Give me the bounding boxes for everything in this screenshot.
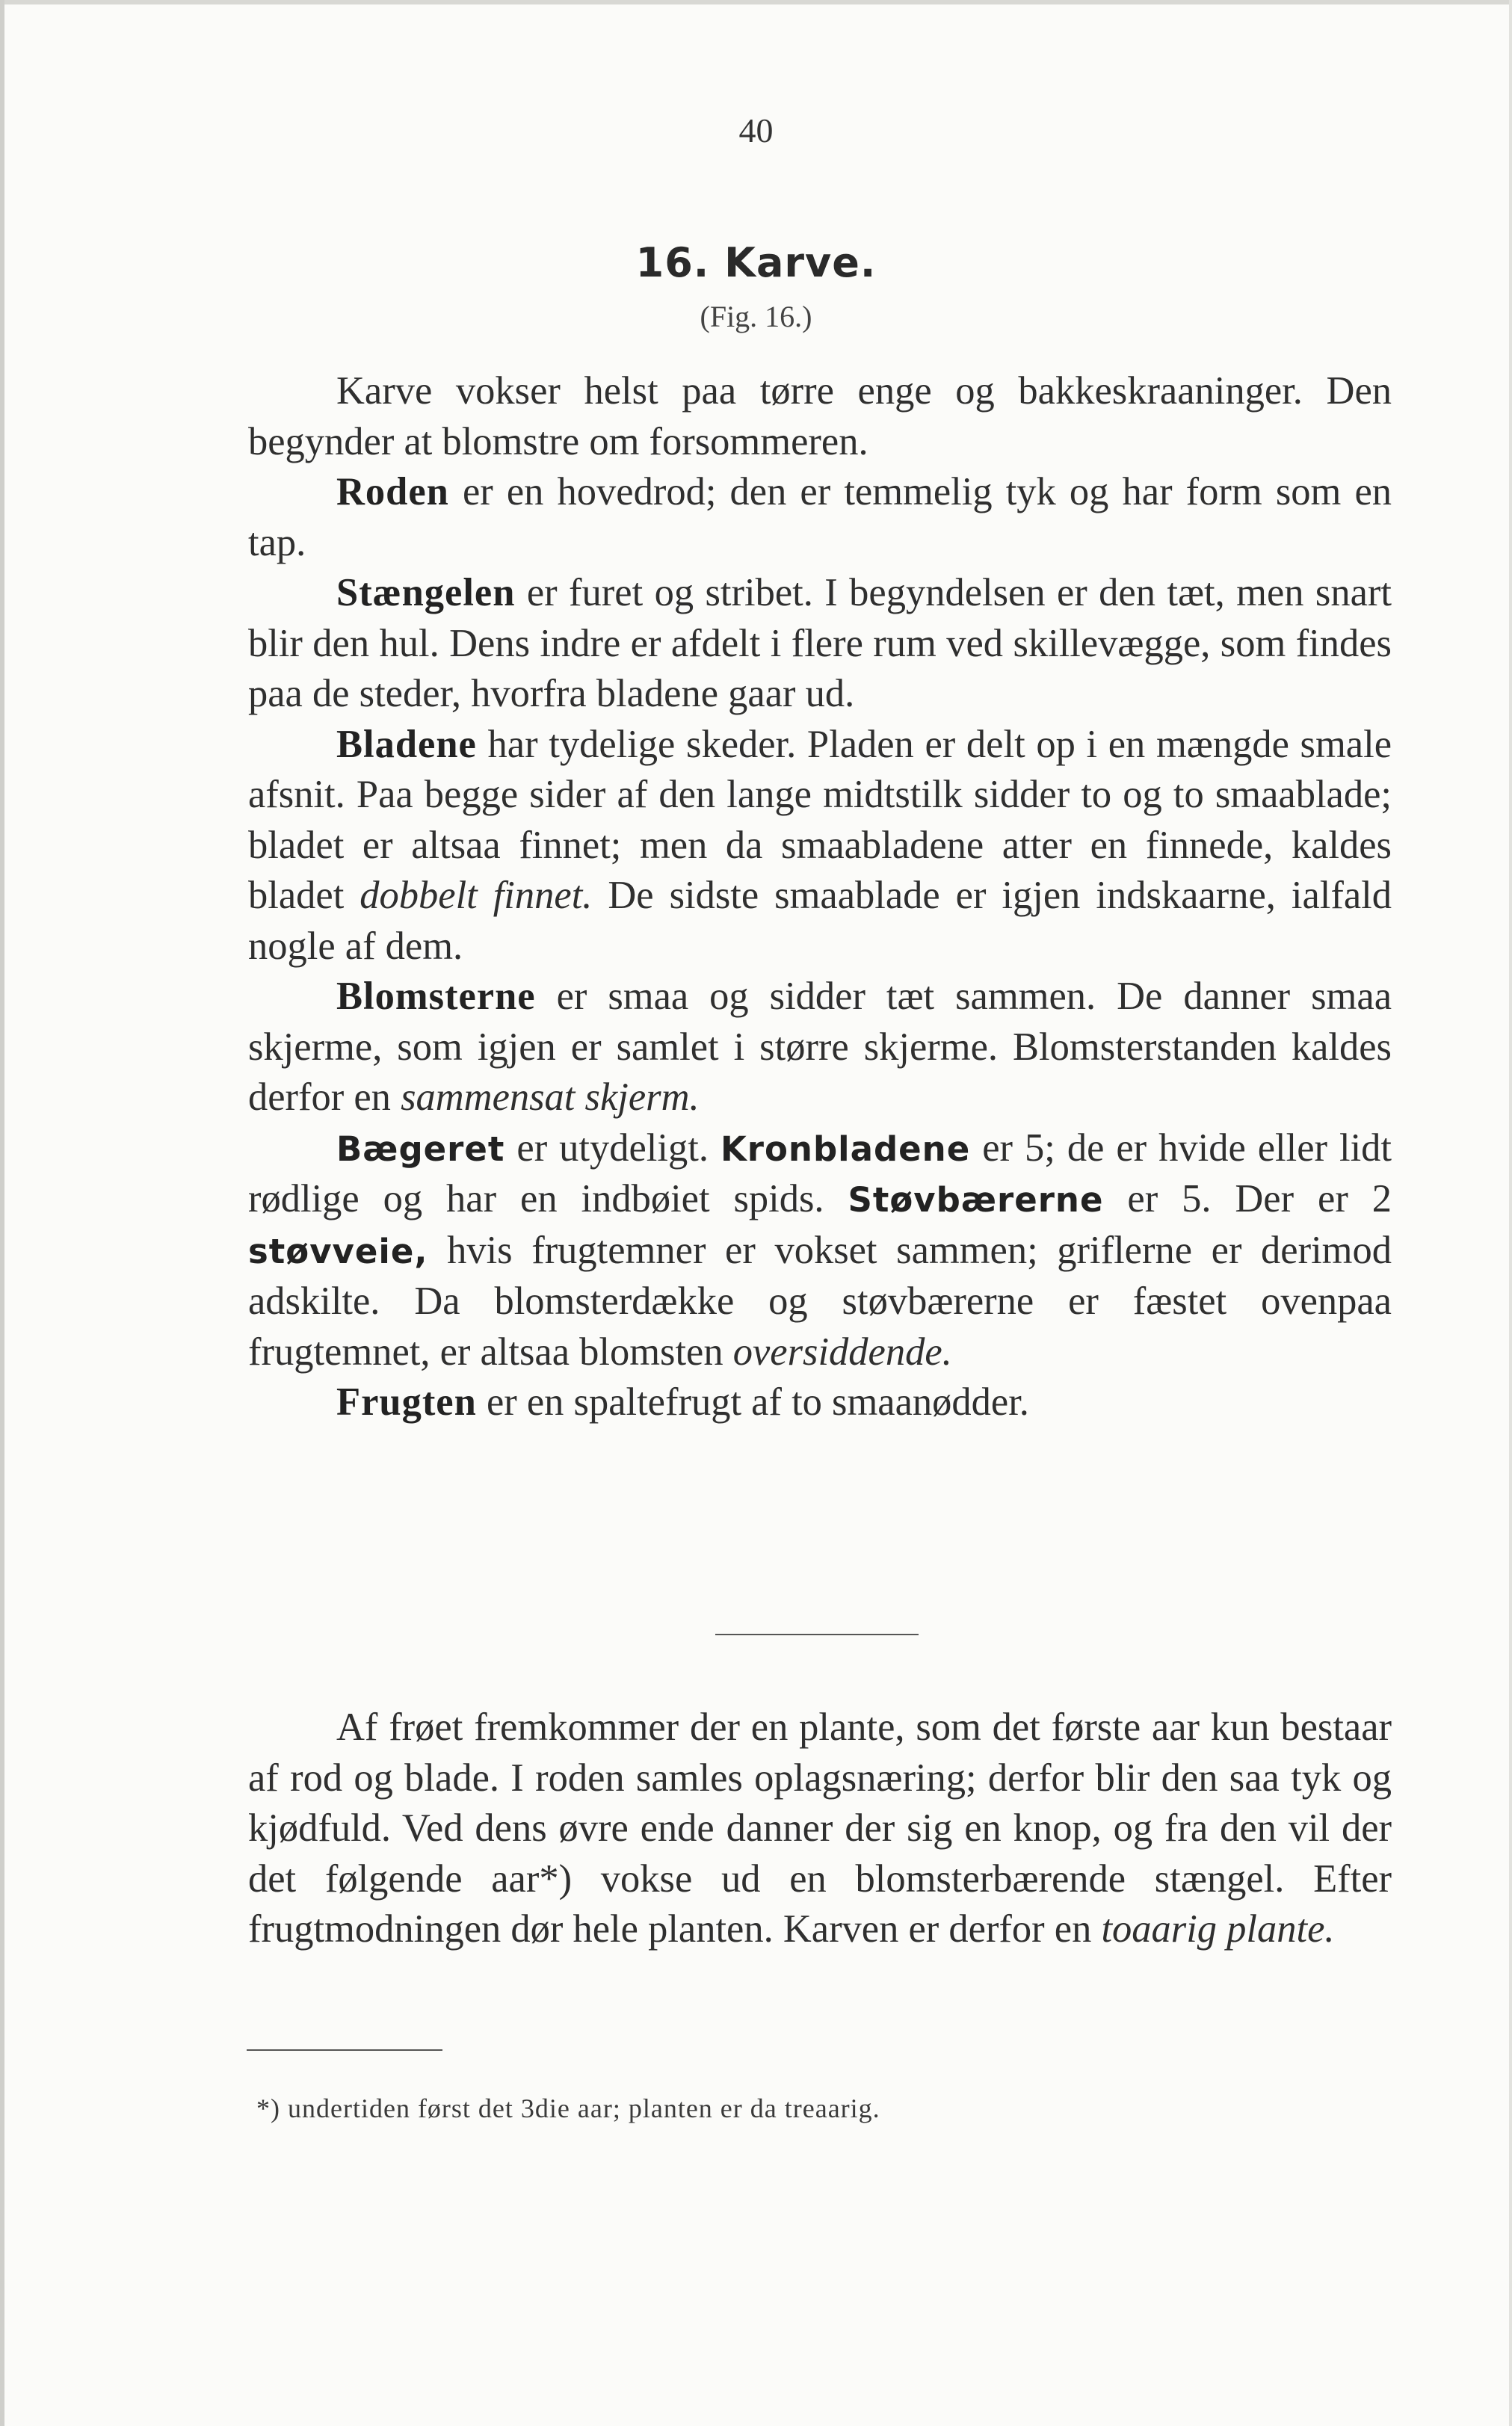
term-sammensat-skjerm: sammensat skjerm. bbox=[401, 1075, 700, 1119]
paragraph-habitat: Karve vokser helst paa tørre enge og bakkeskraaninger. Den begynder at blomstre om forsommeren. bbox=[248, 369, 1392, 463]
figure-reference: (Fig. 16.) bbox=[700, 300, 812, 333]
life-cycle-text bbox=[248, 1703, 1392, 1955]
scan-edge-left bbox=[0, 0, 4, 2426]
keyword-kronbladene: Kronbladene bbox=[720, 1129, 971, 1169]
scan-edge-right bbox=[1509, 0, 1512, 2426]
keyword-bladene: Bladene bbox=[336, 722, 477, 766]
section-title: 16. Karve. bbox=[635, 239, 877, 286]
keyword-blomsterne: Blomsterne bbox=[336, 975, 536, 1018]
section-divider bbox=[715, 1634, 919, 1635]
term-toaarig-plante: toaarig plante. bbox=[1101, 1907, 1335, 1951]
page-number: 40 bbox=[738, 111, 774, 149]
paragraph-flower-parts: Bægeret er utydeligt. Kronbladene er 5; de er hvide eller lidt rødlige og har en indbøiet spids. Støvbærerne er 5. Der er 2 støvveie, hvis frugtemner er vokset sammen; griflerne er derimod adskilte. Da blomsterdække og støvbærerne er fæstet ovenpaa frugtemnet, er altsaa blomsten oversiddende. bbox=[248, 1126, 1392, 1374]
scan-edge-top bbox=[0, 0, 1512, 4]
keyword-frugten: Frugten bbox=[336, 1380, 477, 1424]
paragraph-leaves: Bladene har tydelige skeder. Pladen er delt op i en mængde smale afsnit. Paa begge sider af den lange midtstilk sidder to og to smaablade; bladet er altsaa finnet; men da smaabladene atter en finnede, kaldes bladet dobbelt finnet. De sidste smaablade er igjen indskaarne, ialfald nogle af dem. bbox=[248, 722, 1392, 968]
term-oversiddende: oversiddende. bbox=[732, 1330, 952, 1374]
footnote-rule bbox=[247, 2049, 442, 2051]
keyword-staengelen: Stængelen bbox=[336, 571, 516, 614]
keyword-stovbaererne: Støvbærerne bbox=[848, 1180, 1104, 1220]
main-text bbox=[248, 366, 1392, 1428]
keyword-roden: Roden bbox=[336, 470, 449, 513]
paragraph-stem: Stængelen er furet og stribet. I begyndelsen er den tæt, men snart blir den hul. Dens indre er afdelt i flere rum ved skillevægge, som findes paa de steder, hvorfra bladene gaar ud. bbox=[248, 571, 1392, 715]
keyword-stovveie: støvveie, bbox=[248, 1231, 428, 1271]
paragraph-root: Roden er en hovedrod; den er temmelig tyk og har form som en tap. bbox=[248, 470, 1392, 564]
footnote: *) undertiden først det 3die aar; planten er da treaarig. bbox=[256, 2093, 880, 2123]
paragraph-fruit: Frugten er en spaltefrugt af to smaanødder. bbox=[336, 1380, 1029, 1424]
keyword-baegeret: Bægeret bbox=[336, 1129, 505, 1169]
term-dobbelt-finnet: dobbelt finnet. bbox=[360, 874, 593, 917]
paragraph-flowers: Blomsterne er smaa og sidder tæt sammen. De danner smaa skjerme, som igjen er samlet i større skjerme. Blomsterstanden kaldes derfor en sammensat skjerm. bbox=[248, 975, 1392, 1119]
paragraph-life-cycle: Af frøet fremkommer der en plante, som det første aar kun bestaar af rod og blade. I roden samles oplagsnæring; derfor blir den saa tyk og kjødfuld. Ved dens øvre ende danner der sig en knop, og fra den vil der det følgende aar*) vokse ud en blomsterbærende stængel. Efter frugtmodningen dør hele planten. Karven er derfor en toaarig plante. bbox=[248, 1706, 1392, 1951]
